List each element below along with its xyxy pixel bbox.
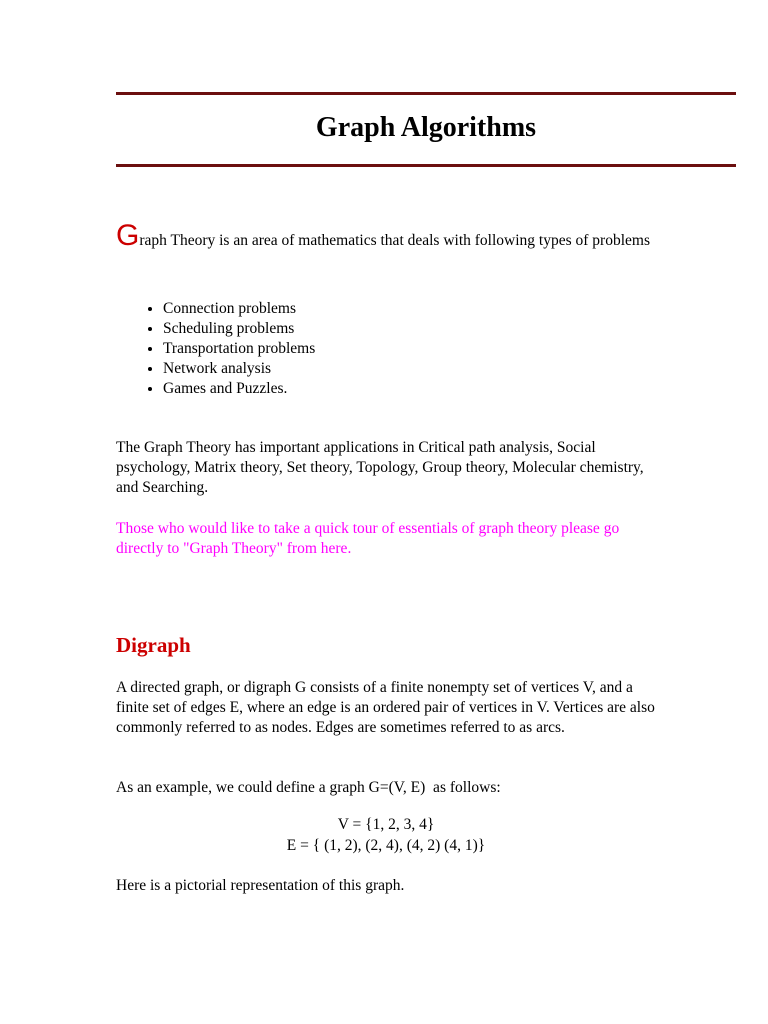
list-item: • Transportation problems <box>163 339 315 359</box>
bottom-divider <box>116 164 736 167</box>
graph-theory-tour-link[interactable]: Those who would like to take a quick tour of essentials of graph theory please go directly to "Graph Theory" from here. <box>116 520 620 557</box>
top-divider <box>116 92 736 95</box>
intro-text: raph Theory is an area of mathematics that deals with following types of problems <box>139 232 650 249</box>
drop-cap: G <box>116 219 140 252</box>
page-title: Graph Algorithms <box>315 112 537 143</box>
edge-set-formula: E = { (1, 2), (2, 4), (4, 2) (4, 1)} <box>286 837 486 854</box>
vertex-set-formula: V = {1, 2, 3, 4} <box>337 816 435 833</box>
pictorial-note: Here is a pictorial representation of this graph. <box>116 877 405 894</box>
list-item: • Scheduling problems <box>163 319 315 339</box>
digraph-definition: A directed graph, or digraph G consists of a finite nonempty set of vertices V, and a finite set of edges E, where an edge is an ordered pair of vertices in V. Vertices are also commonly referred to as nodes. Edges are sometimes referred to as arcs. <box>116 679 655 736</box>
list-item: • Games and Puzzles. <box>163 379 315 399</box>
applications-paragraph: The Graph Theory has important applications in Critical path analysis, Social psychology, Matrix theory, Set theory, Topology, Group theory, Molecular chemistry, and Searching. <box>116 439 644 496</box>
example-intro: As an example, we could define a graph G=(V, E) as follows: <box>116 779 501 796</box>
list-item: • Network analysis <box>163 359 315 379</box>
intro-paragraph <box>116 219 656 252</box>
problem-types-list <box>116 299 315 399</box>
digraph-heading: Digraph <box>116 633 191 657</box>
list-item: • Connection problems <box>163 299 315 319</box>
